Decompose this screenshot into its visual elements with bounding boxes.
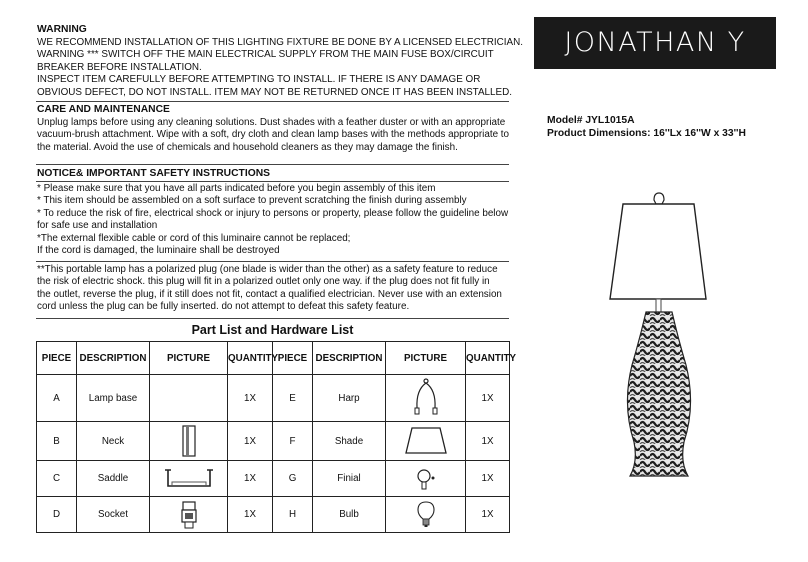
picture-cell [386,461,466,497]
picture-cell [150,375,228,422]
piece-cell: H [273,497,313,533]
model-number: Model# JYL1015A [547,115,635,126]
piece-cell: G [273,461,313,497]
socket-icon [179,500,199,530]
picture-cell [386,375,466,422]
plug-line: cord unless the plug can be fully inserted. do not attempt to defeat this safety feature. [37,301,410,313]
notice-line: * This item should be assembled on a soft surface to prevent scratching the finish during assembly [37,195,467,207]
notice-line: If the cord is damaged, the luminaire shall be destroyed [37,245,280,257]
picture-cell [386,422,466,461]
header-cell: PIECE [37,342,77,375]
notice-line: * Please make sure that you have all parts indicated before you begin assembly of this item [37,183,436,194]
harp-icon [411,378,441,418]
parts-title: Part List and Hardware List [191,323,354,337]
plug-line: **This portable lamp has a polarized plug (one blade is wider than the other) as a safety feature to reduce [37,264,498,275]
piece-cell: F [273,422,313,461]
header-cell: PICTURE [150,342,228,375]
table-header-row [37,342,510,375]
quantity-cell: 1X [466,461,510,497]
quantity-cell: 1X [228,461,273,497]
warning-line: WARNING *** SWITCH OFF THE MAIN ELECTRICAL SUPPLY FROM THE MAIN FUSE BOX/CIRCUIT [37,49,494,61]
description-cell: Shade [313,422,386,461]
divider [36,261,509,262]
divider [36,181,509,182]
description-cell: Socket [77,497,150,533]
neck-icon [179,424,199,458]
description-cell: Harp [313,375,386,422]
warning-line: INSPECT ITEM CAREFULLY BEFORE ATTEMPTING TO INSTALL. IF THERE IS ANY DAMAGE OR [37,74,481,86]
product-info [547,114,746,140]
table-row [37,375,510,422]
description-cell: Lamp base [77,375,150,422]
piece-cell: E [273,375,313,422]
quantity-cell: 1X [228,375,273,422]
description-cell: Saddle [77,461,150,497]
picture-cell [386,497,466,533]
divider [36,318,509,319]
header-cell: QUANTITY [228,342,273,375]
description-cell: Neck [77,422,150,461]
header-cell: DESCRIPTION [77,342,150,375]
description-cell: Bulb [313,497,386,533]
quantity-cell: 1X [466,422,510,461]
notice-line: * To reduce the risk of fire, electrical shock or injury to persons or property, please follow the guideline below [37,207,509,219]
header-cell: PIECE [273,342,313,375]
care-heading: CARE AND MAINTENANCE [37,104,170,115]
header-cell: DESCRIPTION [313,342,386,375]
description-cell: Finial [313,461,386,497]
warning-line: OBVIOUS DEFECT, DO NOT INSTALL. ITEM MAY NOT BE RETURNED ONCE IT HAS BEEN INSTALLED. [37,86,512,98]
finial-icon [414,466,438,492]
brand-logo: JONATHAN Y [534,17,776,69]
notice-heading: NOTICE& IMPORTANT SAFETY INSTRUCTIONS [37,168,271,179]
quantity-cell: 1X [466,497,510,533]
piece-cell: A [37,375,77,422]
plug-text [37,264,502,314]
quantity-cell: 1X [228,497,273,533]
care-text [37,117,509,154]
divider [36,164,509,165]
piece-cell: D [37,497,77,533]
header-cell: PICTURE [386,342,466,375]
picture-cell [150,497,228,533]
notice-line: for safe use and installation [37,220,158,232]
plug-line: the risk of electric shock. this plug will fit in a polarized outlet only one way. if the plug does not fit fully in [37,276,490,288]
quantity-cell: 1X [466,375,510,422]
shade-icon [403,425,449,457]
table-row [37,497,510,533]
lamp-illustration-icon [590,180,740,530]
care-line: the material. Avoid the use of chemicals and household cleaners as they may damage the finish. [37,141,458,153]
piece-cell: B [37,422,77,461]
notice-text [37,183,508,257]
saddle-icon [164,466,214,492]
quantity-cell: 1X [228,422,273,461]
picture-cell [150,461,228,497]
divider [36,101,509,102]
care-line: vacuum-brush attachment. Wipe with a soft, dry cloth and clean lamp bases with the methods appropriate to [37,129,510,141]
piece-cell: C [37,461,77,497]
table-row [37,461,510,497]
parts-table [36,341,517,533]
warning-line: BREAKER BEFORE INSTALLATION. [37,61,202,73]
warning-heading: WARNING [37,24,87,35]
care-line: Unplug lamps before using any cleaning solutions. Dust shades with a feather duster or with an appropriate [37,117,506,128]
header-cell: QUANTITY [466,342,510,375]
notice-line: *The external flexible cable or cord of this luminaire cannot be replaced; [37,232,351,244]
table-row [37,422,510,461]
warning-line: WE RECOMMEND INSTALLATION OF THIS LIGHTING FIXTURE BE DONE BY A LICENSED ELECTRICIAN. [37,37,523,48]
warning-text [37,37,523,99]
plug-line: the outlet, reverse the plug, if it still does not fit, contact a qualified electrician. Never use with an extension [37,288,502,300]
product-dimensions: Product Dimensions: 16''Lx 16''W x 33''H [547,128,746,139]
bulb-icon [416,500,436,530]
picture-cell [150,422,228,461]
